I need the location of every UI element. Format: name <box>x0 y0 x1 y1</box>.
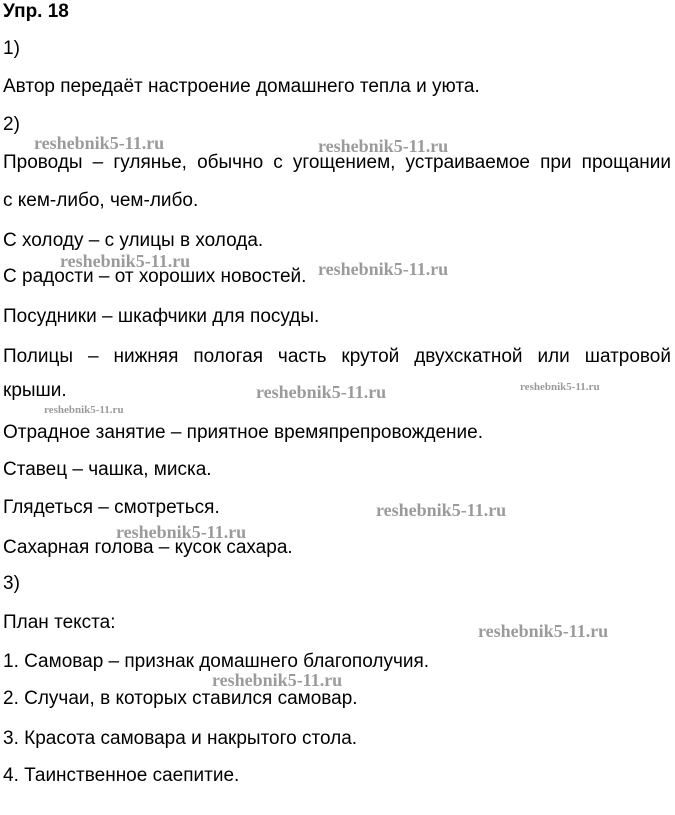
watermark: reshebnik5-11.ru <box>34 133 165 153</box>
watermark: reshebnik5-11.ru <box>376 500 507 520</box>
section-2-label: 2) <box>3 114 20 135</box>
definition-s-radosti: С радости – от хороших новостей. <box>3 266 307 287</box>
definition-sakharnaya: Сахарная голова – кусок сахара. <box>3 537 293 558</box>
watermark: reshebnik5-11.ru <box>256 382 387 402</box>
definition-stavets: Ставец – чашка, миска. <box>3 459 212 480</box>
mood-answer: Автор передаёт настроение домашнего тепла и уюта. <box>3 76 480 97</box>
watermark: reshebnik5-11.ru <box>520 381 600 393</box>
watermark: reshebnik5-11.ru <box>116 522 247 542</box>
definition-provody-line1: Проводы – гулянье, обычно с угощением, устраиваемое при прощании <box>3 152 671 173</box>
definition-posudniki: Посудники – шкафчики для посуды. <box>3 306 320 327</box>
definition-glyadetsya: Глядеться – смотреться. <box>3 497 220 518</box>
watermark: reshebnik5-11.ru <box>60 251 191 271</box>
watermark: reshebnik5-11.ru <box>318 259 449 279</box>
section-1-label: 1) <box>3 38 20 59</box>
watermark: reshebnik5-11.ru <box>212 670 343 690</box>
definition-otradnoe: Отрадное занятие – приятное времяпрепровождение. <box>3 422 484 443</box>
watermark: reshebnik5-11.ru <box>318 136 449 156</box>
exercise-heading: Упр. 18 <box>3 1 69 22</box>
plan-title: План текста: <box>3 612 116 633</box>
section-3-label: 3) <box>3 573 20 594</box>
definition-provody-line2: с кем-либо, чем-либо. <box>3 190 199 211</box>
plan-item-4: 4. Таинственное саепитие. <box>3 765 240 786</box>
definition-s-kholodu: С холоду – с улицы в холода. <box>3 230 264 251</box>
definition-politsy-line1: Полицы – нижняя пологая часть крутой двухскатной или шатровой <box>3 346 671 367</box>
watermark: reshebnik5-11.ru <box>478 621 609 641</box>
plan-item-3: 3. Красота самовара и накрытого стола. <box>3 728 358 749</box>
plan-item-2: 2. Случаи, в которых ставился самовар. <box>3 688 358 709</box>
plan-item-1: 1. Самовар – признак домашнего благополучия. <box>3 651 430 672</box>
watermark: reshebnik5-11.ru <box>44 404 124 416</box>
definition-politsy-line2: крыши. <box>3 380 67 401</box>
